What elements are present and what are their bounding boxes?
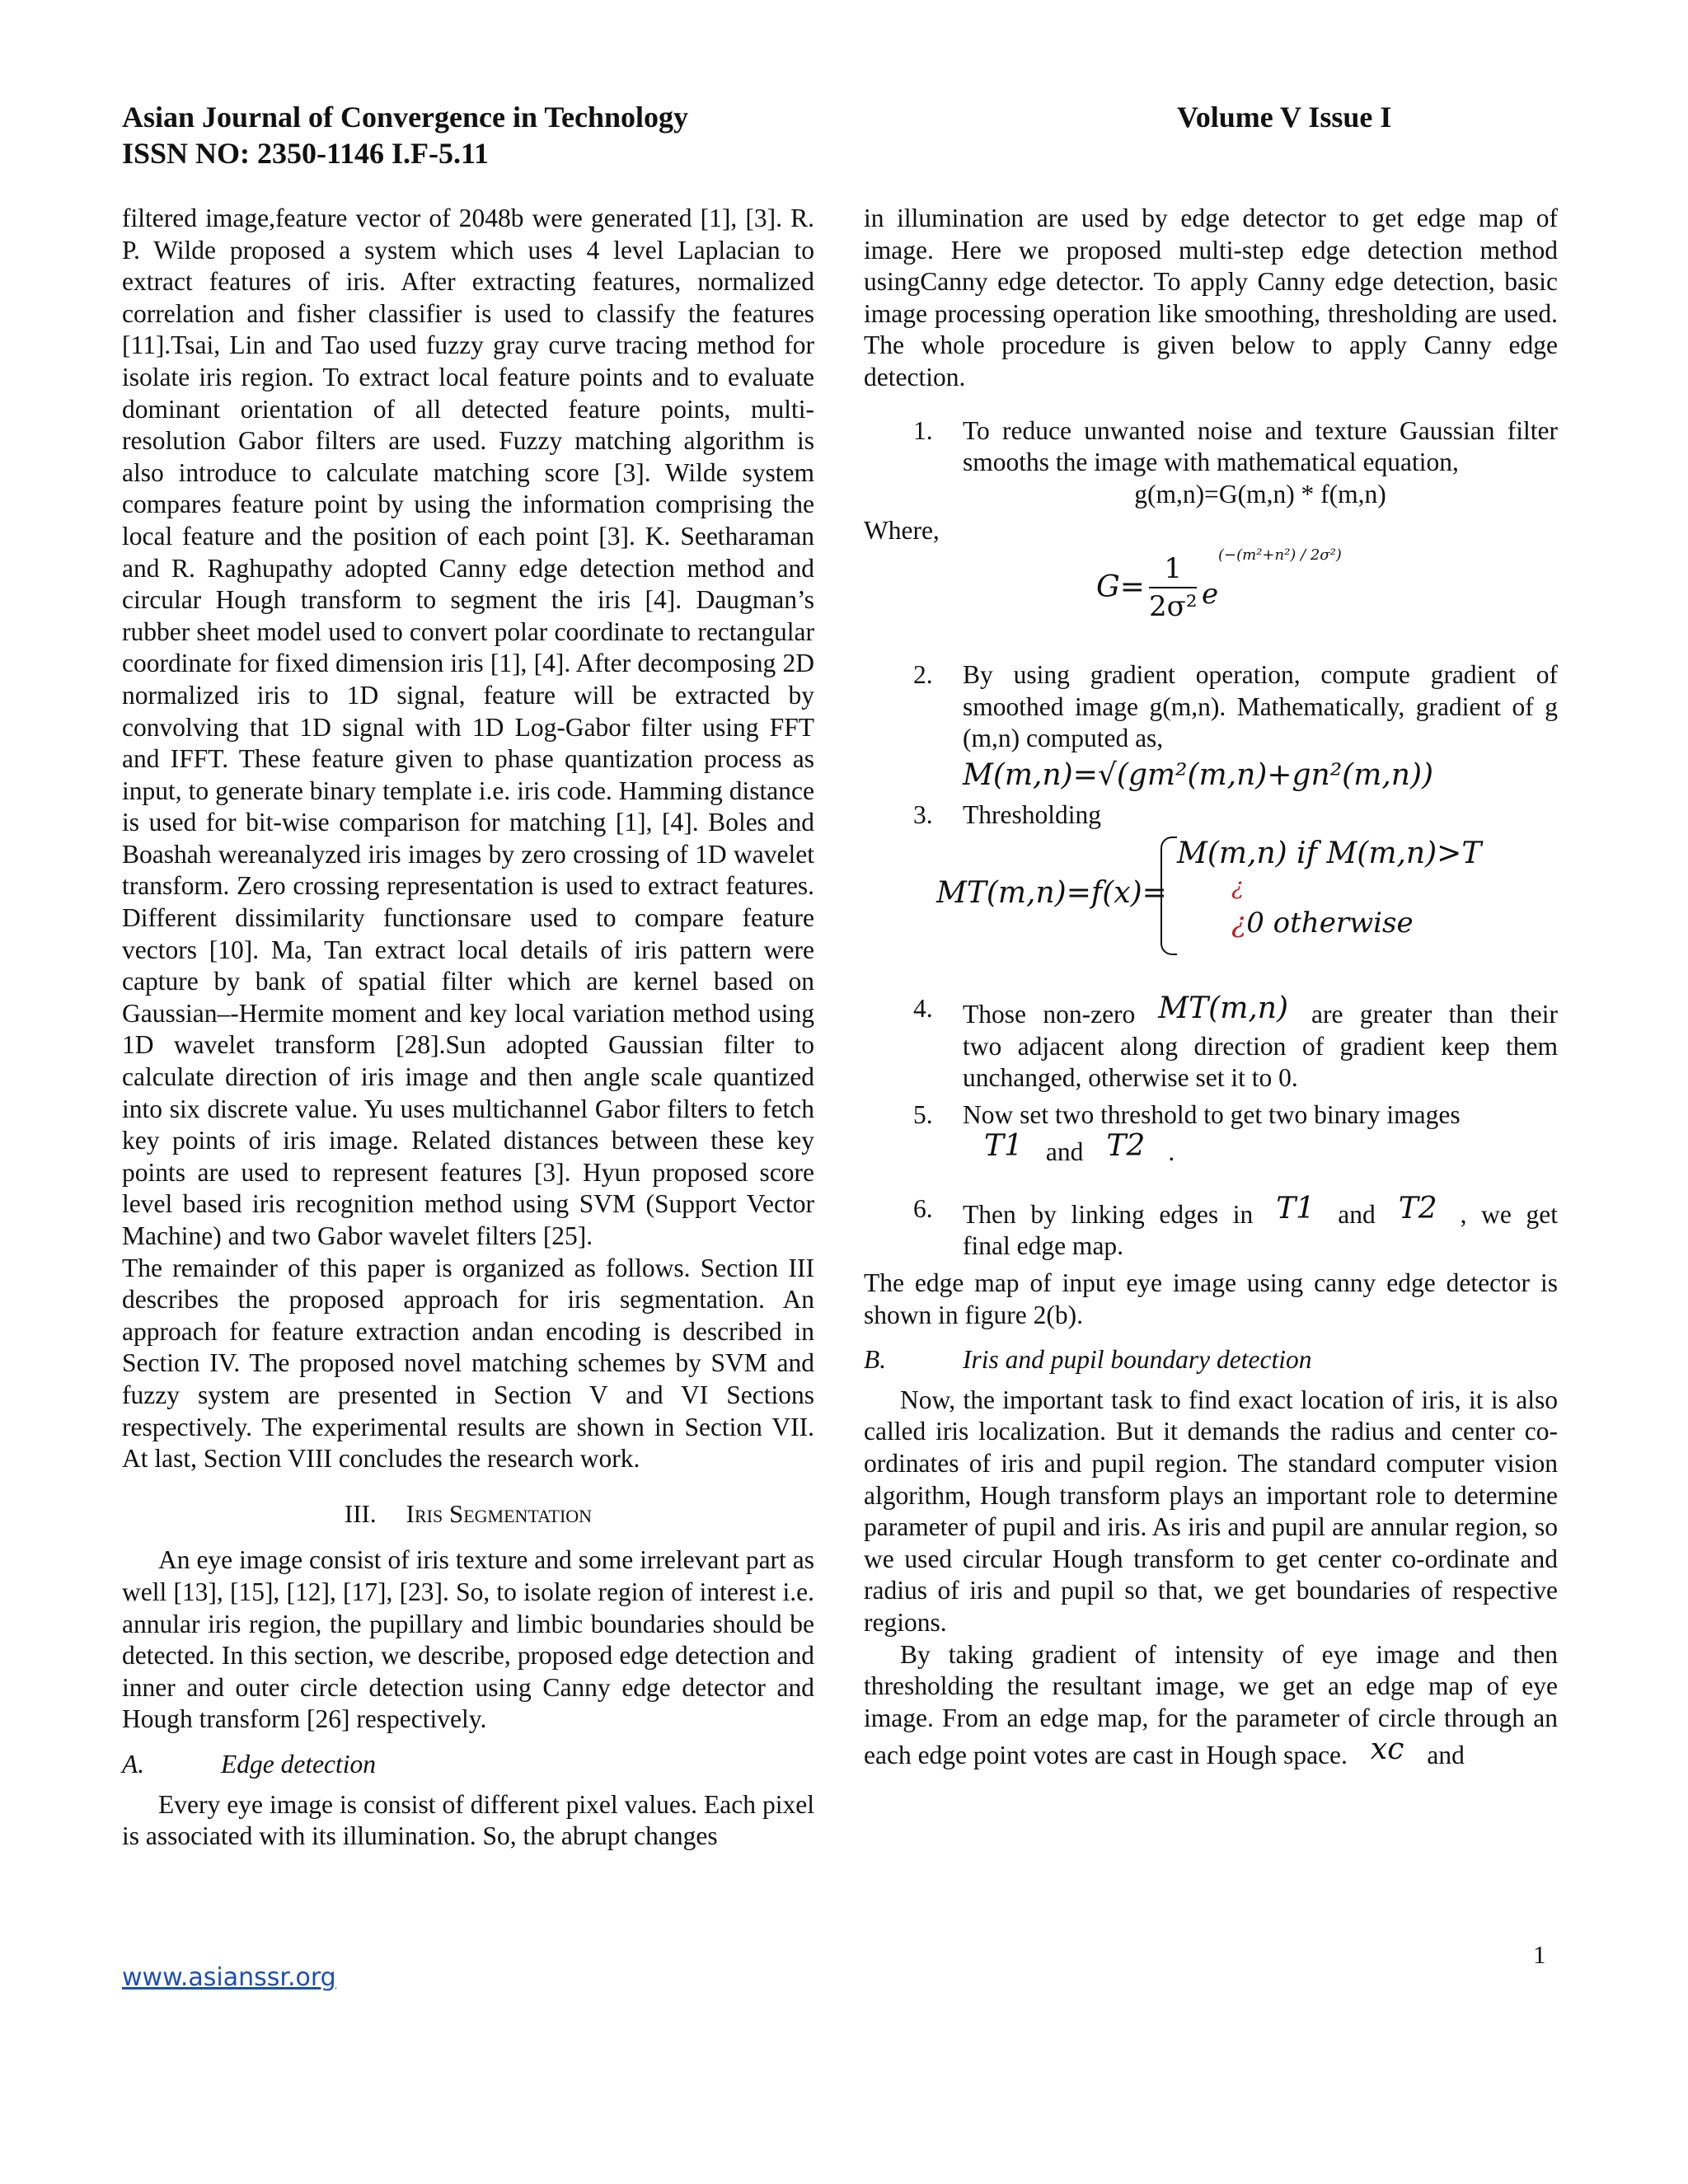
journal-issn: ISSN NO: 2350-1146 I.F-5.11: [122, 137, 490, 170]
paragraph: Every eye image is consist of different pixel values. Each pixel is associated with its illumination. So, the abrupt changes: [122, 1789, 814, 1851]
procedure-list: [864, 415, 1558, 511]
paragraph: The remainder of this paper is organized as follows. Section III describes the proposed approach for iris segmentation. An approach for feature extraction andan encoding is described in Section IV. The proposed novel matching schemes by SVM and fuzzy system are presented in Section V and VI Sections respectively. The experimental results are shown in Section VII. At last, Section VIII concludes the research work.: [122, 1253, 814, 1474]
gradient-equation: M(m,n)=√(gm²(m,n)+gn²(m,n)): [963, 757, 1434, 792]
subsection-title: Edge detection: [221, 1749, 377, 1779]
brace-shape: [1160, 837, 1177, 955]
section-title: Iris Segmentation: [406, 1498, 593, 1528]
section-heading: [122, 1498, 814, 1530]
threshold-equation: MT(m,n)=f(x)= M(m,n) if M(m,n)>T ¿ ¿0 otherwise: [864, 837, 1558, 960]
subsection-title: Iris and pupil boundary detection: [963, 1345, 1312, 1375]
paragraph: An eye image consist of iris texture and some irrelevant part as well [13], [15], [12], [17], [23]. So, to isolate region of interest i.e. annular iris region, the pupillary and limbic boundaries should be detected. In this section, we describe, proposed edge detection and inner and outer circle detection using Canny edge detector and Hough transform [26] respectively.: [122, 1545, 814, 1734]
list-item: 3. Thresholding: [913, 800, 1101, 830]
list-item: 4. Those non-zero MT(m,n) are greater than their two adjacent along direction of gradient keep them unchanged, otherwise set it to 0.: [913, 991, 1558, 1093]
paragraph: By taking gradient of intensity of eye image and then thresholding the resultant image, we get an edge map of eye image. From an edge map, for the parameter of circle through an each edge point votes are cast in Hough space. xc and: [864, 1639, 1558, 1770]
list-item: 2. By using gradient operation, compute gradient of smoothed image g(m,n). Mathematically, gradient of g (m,n) computed as,: [913, 659, 1558, 753]
list-item: 1. To reduce unwanted noise and texture Gaussian filter smooths the image with mathematical equation, g(m,n)=G(m,n) * f(m,n): [864, 415, 1558, 511]
list-item: 6. Then by linking edges in T1 and T2 , we get final edge map.: [913, 1191, 1559, 1261]
procedure-list: [864, 799, 1558, 832]
paragraph: in illumination are used by edge detector to get edge map of image. Here we proposed multi-step edge detection method usingCanny edge detector. To apply Canny edge detection, basic image processing operation like smoothing, thresholding are used. The whole procedure is given below to apply Canny edge detection.: [864, 204, 1558, 391]
equation: g(m,n)=G(m,n) * f(m,n): [1134, 479, 1386, 509]
subsection-heading: [122, 1749, 814, 1781]
journal-header: [122, 99, 688, 171]
procedure-list: [864, 659, 1558, 755]
procedure-list: [864, 993, 1558, 1263]
paragraph: Now, the important task to find exact location of iris, it is also called iris localization. But it demands the radius and center co-ordinates of iris and pupil region. The standard computer vision algorithm, Hough transform plays an important role to determine parameter of pupil and iris. As iris and pupil are annular region, so we used circular Hough transform to get center co-ordinate and radius of iris and pupil so that, we get boundaries of respective regions.: [864, 1385, 1558, 1637]
left-column: [122, 203, 814, 1853]
where-label: Where,: [864, 516, 940, 546]
section-number: III.: [344, 1498, 377, 1528]
volume-label: Volume V Issue I: [1177, 101, 1392, 134]
subsection-heading: [864, 1344, 1558, 1376]
journal-title: Asian Journal of Convergence in Technology: [122, 101, 689, 134]
right-column: [864, 203, 1558, 1772]
gaussian-equation: G= $\frac{1}{\text{2σ²}}$ e (−(m²+n²) / 2σ²): [1096, 546, 1342, 623]
paragraph: filtered image,feature vector of 2048b were generated [1], [3]. R. P. Wilde proposed a system which uses 4 level Laplacian to extract features of iris. After extracting features, normalized correlation and fisher classifier is used to classify the features [11].Tsai, Lin and Tao used fuzzy gray curve tracing method for isolate iris region. To extract local feature points and to evaluate dominant orientation of all detected feature points, multi-resolution Gabor filters are used. Fuzzy matching algorithm is also introduce to calculate matching score [3]. Wilde system compares feature point by using the information comprising the local feature and the position of each point [3]. K. Seetharaman and R. Raghupathy adopted Canny edge detection method and circular Hough transform to segment the iris [4]. Daugman’s rubber sheet model used to convert polar coordinate to rectangular coordinate for fixed dimension iris [1], [4]. After decomposing 2D normalized iris to 1D signal, feature will be extracted by convolving that 1D signal with 1D Log-Gabor filter using FFT and IFFT. These feature given to phase quantization process as input, to generate binary template i.e. iris code. Hamming distance is used for bit-wise comparison for matching [1], [4]. Boles and Boashah wereanalyzed iris images by zero crossing of 1D wavelet transform. Zero crossing representation is used to extract features. Different dissimilarity functionsare used to compare feature vectors [10]. Ma, Tan extract local details of iris pattern were capture by bank of spatial filter which are kernel based on Gaussian–-Hermite moment and key local variation method using 1D wavelet transform [28].Sun adopted Gaussian filter to calculate direction of iris image and then angle scale quantized into six discrete value. Yu uses multichannel Gabor filters to fetch key points of iris image. Related distances between these key points are used to represent features [3]. Hyun proposed score level based iris recognition method using SVM (Support Vector Machine) and two Gabor wavelet filters [25].: [122, 204, 814, 1250]
subsection-letter: B.: [864, 1345, 887, 1375]
page-number: 1: [1533, 1940, 1546, 1969]
paragraph: The edge map of input eye image using canny edge detector is shown in figure 2(b).: [864, 1268, 1558, 1329]
footer-website-link[interactable]: www.asianssr.org: [122, 1963, 336, 1992]
list-item: 5. Now set two threshold to get two binary images T1 and T2 .: [913, 1099, 1461, 1167]
subsection-letter: A.: [122, 1749, 145, 1779]
